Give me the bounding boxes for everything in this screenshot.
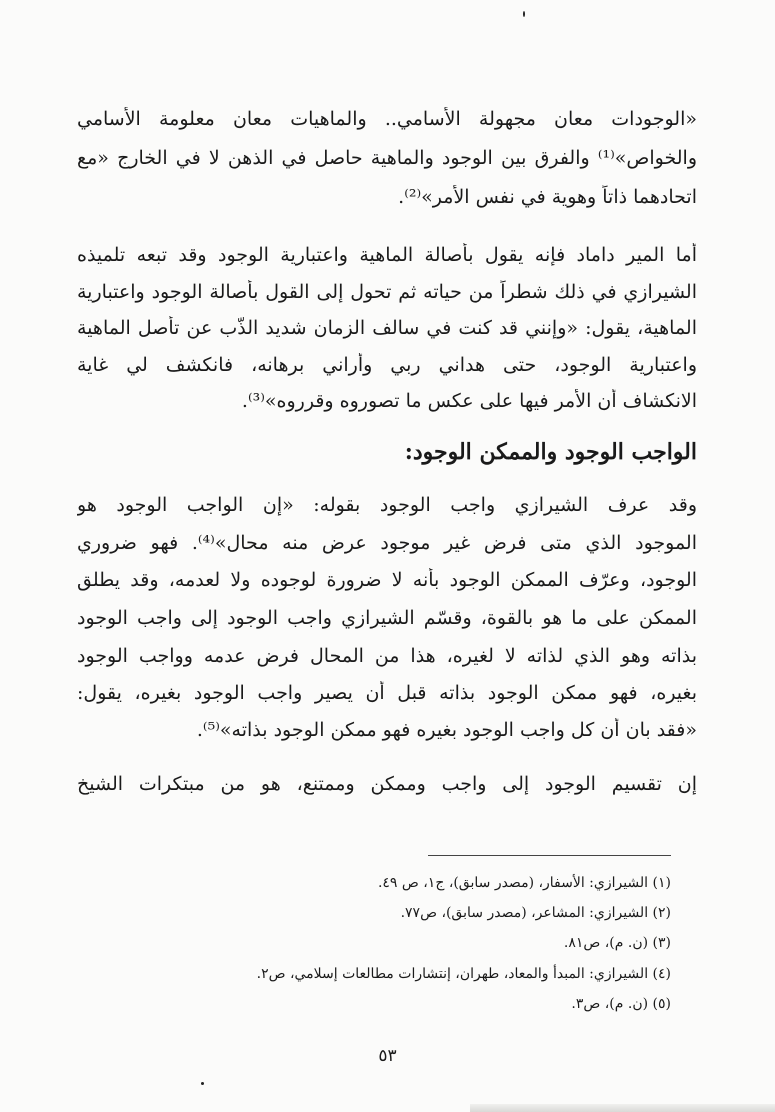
section-heading: الواجب الوجود والممكن الوجود: xyxy=(404,439,697,465)
footnote-divider xyxy=(428,855,671,856)
scan-page-edge xyxy=(470,1104,775,1112)
body-line: الشيرازي في ذلك شطراً من حياته ثم تحول إلى القول بأصالة الوجود واعتبارية xyxy=(77,281,697,303)
body-line: اتحادهما ذاتاً وهوية في نفس الأمر»⁽²⁾. xyxy=(398,186,697,208)
footnote: (٥) (ن. م)، ص٣. xyxy=(571,996,671,1012)
footnote: (١) الشيرازي: الأسفار، (مصدر سابق)، ج١، ص ٤٩. xyxy=(377,875,671,891)
body-line: بذاته وهو الذي لذاته لا لغيره، هذا من المحال فرض عدمه وواجب الوجود xyxy=(77,645,697,667)
body-line: واعتبارية الوجود، حتى هداني ربي وأراني برهانه، فانكشف لي غاية xyxy=(77,354,697,376)
body-line: الممكن على ما هو بالقوة، وقسّم الشيرازي واجب الوجود إلى واجب الوجود xyxy=(77,607,697,629)
footnote: (٤) الشيرازي: المبدأ والمعاد، طهران، إنتشارات مطالعات إسلامي، ص٢. xyxy=(256,966,671,982)
body-line: الانكشاف أن الأمر فيها على عكس ما تصوروه وقرروه»⁽³⁾. xyxy=(241,390,697,412)
scan-speck xyxy=(523,11,525,17)
body-line: الموجود الذي متى فرض غير موجود عرض منه محال»⁽⁴⁾. فهو ضروري xyxy=(77,532,697,554)
footnote: (٢) الشيرازي: المشاعر، (مصدر سابق)، ص٧٧. xyxy=(400,905,671,921)
body-line: الوجود، وعرّف الممكن الوجود بأنه لا ضرورة لوجوده ولا لعدمه، وقد يطلق xyxy=(77,569,697,591)
body-line: إن تقسيم الوجود إلى واجب وممكن وممتنع، هو من مبتكرات الشيخ xyxy=(77,773,697,795)
body-line: وقد عرف الشيرازي واجب الوجود بقوله: «إن الواجب الوجود هو xyxy=(77,494,697,516)
footnote: (٣) (ن. م)، ص٨١. xyxy=(563,935,671,951)
body-line: «الوجودات معان مجهولة الأسامي.. والماهيات معان معلومة الأسامي xyxy=(77,108,697,130)
body-line: والخواص»⁽¹⁾ والفرق بين الوجود والماهية حاصل في الذهن لا في الخارج «مع xyxy=(77,147,697,169)
body-line: الماهية، يقول: «وإنني قد كنت في سالف الزمان شديد الذّب عن تأصل الماهية xyxy=(77,317,697,339)
body-line: بغيره، فهو ممكن الوجود بذاته قبل أن يصير واجب الوجود بغيره، يقول: xyxy=(77,682,697,704)
body-line: «فقد بان أن كل واجب الوجود بغيره فهو ممكن الوجود بذاته»⁽⁵⁾. xyxy=(196,719,697,741)
page-number: ٥٣ xyxy=(378,1046,397,1066)
body-line: أما المير داماد فإنه يقول بأصالة الماهية واعتبارية الوجود وقد تبعه تلميذه xyxy=(77,244,697,266)
scan-speck xyxy=(201,1082,204,1085)
